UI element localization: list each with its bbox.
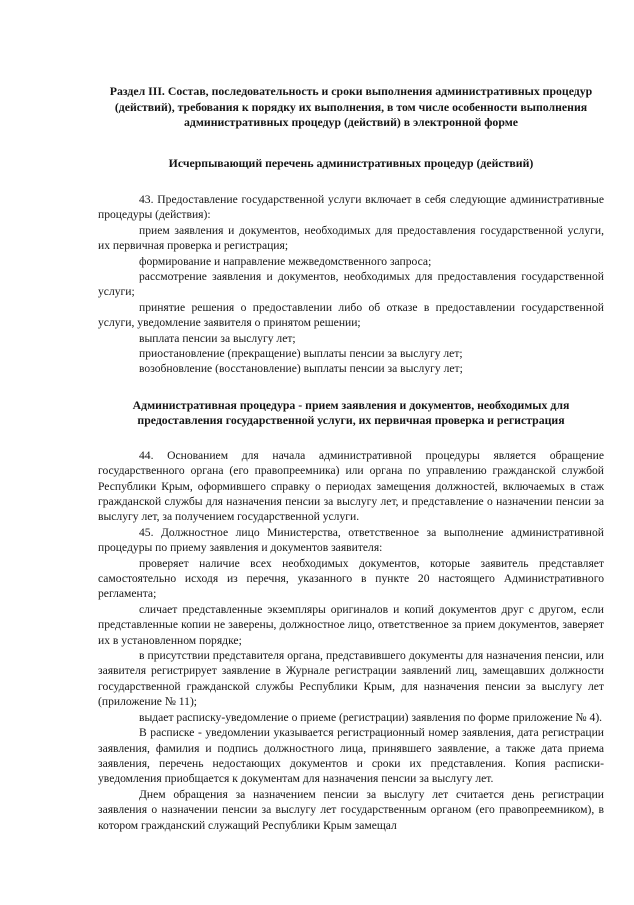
list-item: проверяет наличие всех необходимых документов, которые заявитель представляет самостоятельно исходя из перечня, указанного в пункте 20 настоящего Административного регламента; <box>98 556 604 601</box>
paragraph-44: 44. Основанием для начала административной процедуры является обращение государственного органа (его правопреемника) или органа по управлению гражданской службой Республики Крым, оформившего справку о периодах замещения должностей, включаемых в стаж гражданской службы для назначения пенсии за выслугу лет, и представление о назначении пенсии за выслугу лет, за получением государственной услуги. <box>98 448 604 524</box>
list-item: в присутствии представителя органа, представившего документы для назначения пенсии, или заявителя регистрирует заявление в Журнале регистрации заявлений лиц, замещавших должности государственной гражданской службы Республики Крым, для назначения пенсии за выслугу лет (приложение № 11); <box>98 649 604 709</box>
exhaustive-list-title: Исчерпывающий перечень административных процедур (действий) <box>168 155 534 170</box>
procedure-title: Административная процедура - прием заявления и документов, необходимых для предоставления государственной услуги, их первичная проверка и регистрация <box>132 397 570 428</box>
list-item: рассмотрение заявления и документов, необходимых для предоставления государственной услуги; <box>98 269 604 299</box>
paragraph-receipt: В расписке - уведомлении указывается регистрационный номер заявления, дата регистрации заявления, фамилия и подпись должностного лица, принявшего заявление, а также дата приема заявления, перечень недостающих документов и сроки их представления. Копия расписки-уведомления приобщается к документам для назначения пенсии за выслугу лет. <box>98 726 604 786</box>
list-item: принятие решения о предоставлении либо об отказе в предоставлении государственной услуги, уведомление заявителя о принятом решении; <box>98 300 604 330</box>
section-title: Раздел III. Состав, последовательность и сроки выполнения административных процедур (действий), требования к порядку их выполнения, в том числе особенности выполнения административных процедур (действий) в электронной форме <box>109 84 593 129</box>
list-item: формирование и направление межведомственного запроса; <box>139 254 432 268</box>
paragraph-application-day: Днем обращения за назначением пенсии за выслугу лет считается день регистрации заявления о назначении пенсии за выслугу лет государственным органом (его правопреемником), в котором гражданский служащий Республики Крым замещал <box>98 787 604 832</box>
list-item: выплата пенсии за выслугу лет; <box>139 331 296 345</box>
paragraph-45-intro: 45. Должностное лицо Министерства, ответственное за выполнение административной процедуры по приему заявления и документов заявителя: <box>98 525 604 555</box>
list-item: выдает расписку-уведомление о приеме (регистрации) заявления по форме приложение № 4). <box>139 710 603 724</box>
list-item: прием заявления и документов, необходимых для предоставления государственной услуги, их первичная проверка и регистрация; <box>98 223 604 253</box>
list-item: сличает представленные экземпляры оригиналов и копий документов друг с другом, если представленные копии не заверены, должностное лицо, ответственное за прием документов, заверяет их в установленном порядке; <box>98 602 604 647</box>
list-item: возобновление (восстановление) выплаты пенсии за выслугу лет; <box>139 362 463 376</box>
paragraph-43-intro: 43. Предоставление государственной услуги включает в себя следующие административные процедуры (действия): <box>98 192 604 222</box>
list-item: приостановление (прекращение) выплаты пенсии за выслугу лет; <box>139 346 463 360</box>
